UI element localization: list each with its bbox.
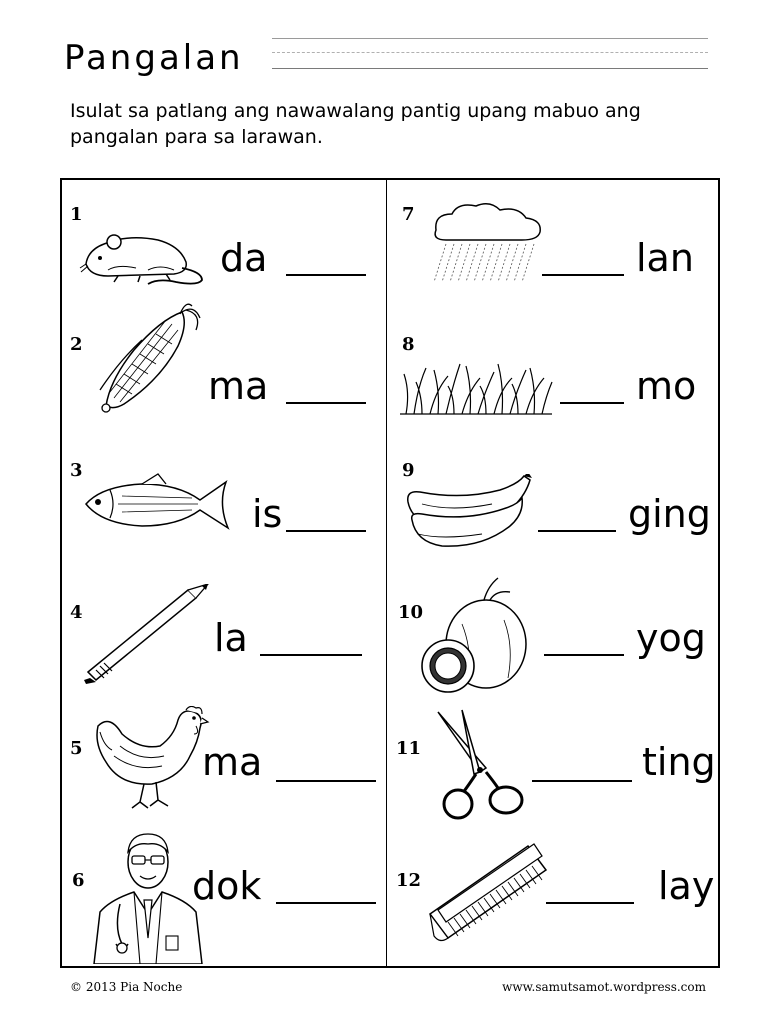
- worksheet-item-7: [388, 180, 718, 308]
- worksheet-item-12: [388, 816, 718, 968]
- item-number: 10: [398, 602, 424, 623]
- syllable-text: lay: [658, 864, 715, 908]
- coconut-icon: [418, 574, 530, 698]
- worksheet-item-3: [62, 436, 386, 564]
- syllable-text: ging: [628, 492, 711, 536]
- item-number: 2: [70, 334, 83, 355]
- item-number: 8: [402, 334, 415, 355]
- item-number: 3: [70, 460, 83, 481]
- mouse-icon: [78, 220, 208, 288]
- name-write-lines[interactable]: [272, 38, 708, 72]
- grass-icon: [396, 356, 556, 418]
- banana-icon: [402, 474, 532, 554]
- syllable-text: is: [252, 492, 283, 536]
- worksheet-item-8: [388, 308, 718, 436]
- item-number: 6: [72, 870, 85, 891]
- item-number: 4: [70, 602, 83, 623]
- comb-icon: [428, 840, 550, 948]
- worksheet-item-1: [62, 180, 386, 308]
- worksheet-item-11: [388, 704, 718, 816]
- syllable-text: dok: [192, 864, 262, 908]
- answer-blank[interactable]: [286, 530, 366, 532]
- worksheet-item-2: [62, 308, 386, 436]
- syllable-text: yog: [636, 616, 706, 660]
- corn-icon: [90, 300, 210, 418]
- syllable-text: ting: [642, 740, 716, 784]
- item-number: 5: [70, 738, 83, 759]
- item-number: 11: [396, 738, 422, 759]
- answer-blank[interactable]: [286, 402, 366, 404]
- name-header: [64, 36, 708, 80]
- answer-blank[interactable]: [276, 780, 376, 782]
- copyright-text: © 2013 Pia Noche: [70, 980, 183, 994]
- answer-blank[interactable]: [546, 902, 634, 904]
- syllable-text: mo: [636, 364, 697, 408]
- answer-blank[interactable]: [286, 274, 366, 276]
- answer-blank[interactable]: [532, 780, 632, 782]
- column-divider: [386, 180, 387, 966]
- syllable-text: da: [220, 236, 268, 280]
- answer-blank[interactable]: [544, 654, 624, 656]
- worksheet-grid: [60, 178, 720, 968]
- answer-blank[interactable]: [560, 402, 624, 404]
- answer-blank[interactable]: [260, 654, 362, 656]
- worksheet-item-10: [388, 564, 718, 704]
- name-label: Pangalan: [64, 38, 244, 78]
- item-number: 12: [396, 870, 422, 891]
- doctor-icon: [90, 828, 206, 964]
- chicken-icon: [90, 706, 210, 814]
- item-number: 7: [402, 204, 415, 225]
- fish-icon: [82, 472, 232, 536]
- rain-cloud-icon: [418, 200, 548, 284]
- answer-blank[interactable]: [542, 274, 624, 276]
- website-link[interactable]: www.samutsamot.wordpress.com: [502, 980, 706, 994]
- syllable-text: la: [214, 616, 248, 660]
- instructions-text: Isulat sa patlang ang nawawalang pantig upang mabuo ang pangalan para sa larawan.: [70, 100, 641, 148]
- worksheet-item-9: [388, 436, 718, 564]
- syllable-text: lan: [636, 236, 694, 280]
- worksheet-item-4: [62, 564, 386, 704]
- syllable-text: ma: [208, 364, 269, 408]
- answer-blank[interactable]: [538, 530, 616, 532]
- worksheet-item-5: [62, 704, 386, 816]
- item-number: 9: [402, 460, 415, 481]
- scissors-icon: [432, 708, 532, 826]
- worksheet-item-6: [62, 816, 386, 968]
- syllable-text: ma: [202, 740, 263, 784]
- pencil-icon: [82, 584, 212, 688]
- item-number: 1: [70, 204, 83, 225]
- answer-blank[interactable]: [276, 902, 376, 904]
